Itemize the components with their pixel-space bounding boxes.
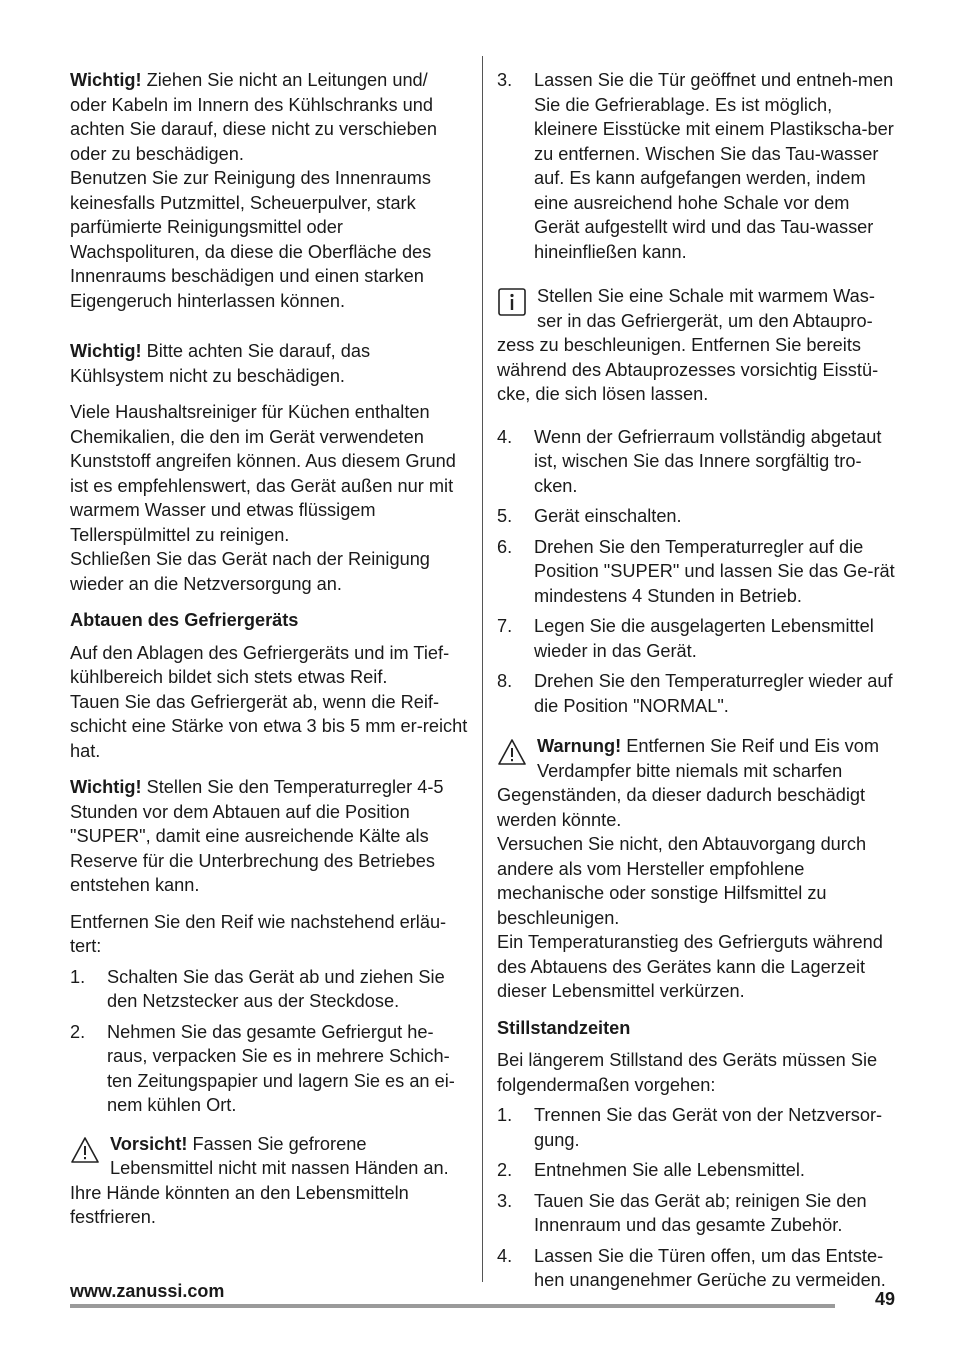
important-text: Stellen Sie den Temperaturregler 4-5 Stunden vor dem Abtauen auf die Position "SUPER", damit eine ausreichende Kälte als Reserve für die Unterbrechung des Betriebes entstehen kann. bbox=[70, 777, 444, 895]
list-number: 6. bbox=[497, 536, 513, 557]
important-label: Wichtig! bbox=[70, 341, 142, 361]
list-text: Drehen Sie den Temperaturregler auf die Position "SUPER" und lassen Sie das Ge-rät mindestens 4 Stunden in Betrieb. bbox=[534, 536, 895, 606]
reconnect-paragraph: Schließen Sie das Gerät nach der Reinigung wieder an die Netzversorgung an. bbox=[70, 549, 430, 594]
column-divider bbox=[482, 56, 483, 1282]
list-text: Tauen Sie das Gerät ab; reinigen Sie den Innenraum und das gesamte Zubehör. bbox=[534, 1190, 867, 1235]
list-text: Trennen Sie das Gerät von der Netzversor-gung. bbox=[534, 1105, 883, 1150]
list-item bbox=[70, 965, 468, 1014]
warning-note bbox=[497, 734, 897, 832]
list-item bbox=[497, 1189, 897, 1238]
list-text: Legen Sie die ausgelagerten Lebensmittel wieder in das Gerät. bbox=[534, 616, 874, 661]
list-item bbox=[70, 1020, 468, 1118]
warning-text-3: Ein Temperaturanstieg des Gefrierguts während des Abtauens des Gerätes kann die Lagerzeit dieser Lebensmittel verkürzen. bbox=[497, 932, 883, 1001]
list-number: 2. bbox=[70, 1021, 86, 1042]
important-label: Wichtig! bbox=[70, 777, 142, 797]
warning-label: Warnung! bbox=[537, 736, 622, 756]
list-number: 2. bbox=[497, 1160, 513, 1180]
list-text: Lassen Sie die Tür geöffnet und entneh-men Sie die Gefrierablage. Es ist möglich, kleinere Eisstücke mit einem Plastikscha-ber zu entfernen. Wischen Sie das Tau-wasser auf. Es kann aufgefangen werden, indem eine ausreichend hohe Schale vor dem Gerät aufgestellt wird und das Tau-wasser hineinfließen kann. bbox=[534, 70, 894, 262]
list-text: Schalten Sie das Gerät ab und ziehen Sie den Netzstecker aus der Steckdose. bbox=[107, 966, 445, 1011]
standstill-intro: Bei längerem Stillstand des Geräts müssen Sie folgendermaßen vorgehen: bbox=[497, 1050, 878, 1095]
important-label: Wichtig! bbox=[70, 70, 142, 90]
section-heading-standstill: Stillstandzeiten bbox=[497, 1017, 631, 1038]
info-note bbox=[497, 284, 897, 407]
page-number: 49 bbox=[874, 1289, 895, 1309]
list-text: Entnehmen Sie alle Lebensmittel. bbox=[534, 1160, 805, 1180]
warning-text bbox=[497, 734, 897, 832]
list-number: 8. bbox=[497, 671, 513, 691]
right-column bbox=[497, 68, 897, 1299]
remove-frost-intro: Entfernen Sie den Reif wie nachstehend erläu-tert: bbox=[70, 911, 447, 956]
list-number: 3. bbox=[497, 70, 513, 90]
list-item bbox=[497, 614, 897, 663]
list-number: 4. bbox=[497, 426, 513, 447]
important-note-cooling bbox=[70, 339, 468, 388]
warning-triangle-icon bbox=[70, 1135, 100, 1165]
list-text: Nehmen Sie das gesamte Gefriergut he-raus, verpacken Sie es in mehrere Schich-ten Zeitungspapier und lagern Sie es an ei-nem kühlen Ort. bbox=[107, 1021, 455, 1115]
caution-text bbox=[70, 1132, 468, 1230]
list-item bbox=[497, 1244, 897, 1293]
caution-body: Fassen Sie gefrorene Lebensmittel nicht mit nassen Händen an. Ihre Hände könnten an den Lebensmitteln festfrieren. bbox=[70, 1133, 449, 1227]
footer-rule bbox=[70, 1304, 835, 1308]
important-text: Bitte achten Sie darauf, das Kühlsystem nicht zu beschädigen. bbox=[70, 341, 371, 386]
frost-paragraph: Auf den Ablagen des Gefriergeräts und im Tief-kühlbereich bildet sich stets etwas Reif. bbox=[70, 642, 450, 687]
warning-triangle-icon bbox=[497, 737, 527, 767]
list-text: Wenn der Gefrierraum vollständig abgetaut ist, wischen Sie das Innere sorgfältig tro-cken. bbox=[534, 426, 882, 496]
important-note-super bbox=[70, 775, 468, 898]
list-item bbox=[497, 504, 897, 529]
list-number: 4. bbox=[497, 1245, 513, 1266]
list-item bbox=[497, 68, 897, 264]
list-item bbox=[497, 535, 897, 609]
list-number: 3. bbox=[497, 1190, 513, 1211]
list-item bbox=[497, 1158, 897, 1183]
left-column bbox=[70, 68, 468, 1230]
section-heading-defrost: Abtauen des Gefriergeräts bbox=[70, 610, 299, 630]
defrost-when-paragraph: Tauen Sie das Gefriergerät ab, wenn die Reif-schicht eine Stärke von etwa 3 bis 5 mm er-reicht hat. bbox=[70, 691, 468, 761]
cleaners-paragraph: Viele Haushaltsreiniger für Küchen enthalten Chemikalien, die den im Gerät verwendeten Kunststoff angreifen können. Aus diesem Grund ist es empfehlenswert, das Gerät außen nur mit warmem Wasser und etwas flüssigem Tellerspülmittel zu reinigen. bbox=[70, 402, 456, 545]
caution-label: Vorsicht! bbox=[110, 1133, 188, 1154]
caution-note bbox=[70, 1132, 468, 1230]
list-item bbox=[497, 425, 897, 499]
list-number: 1. bbox=[497, 1105, 513, 1125]
warning-body: Entfernen Sie Reif und Eis vom Verdampfer bitte niemals mit scharfen Gegenständen, da dieser dadurch beschädigt werden könnte. bbox=[497, 736, 879, 830]
list-number: 7. bbox=[497, 616, 513, 636]
important-note-cables bbox=[70, 68, 468, 166]
list-text: Lassen Sie die Türen offen, um das Entste-hen unangenehmer Gerüche zu vermeiden. bbox=[534, 1245, 886, 1290]
warning-text-2: Versuchen Sie nicht, den Abtauvorgang durch andere als vom Hersteller empfohlene mechanische oder sonstige Hilfsmittel zu beschleunigen. bbox=[497, 834, 867, 928]
list-number: 1. bbox=[70, 966, 86, 987]
list-number: 5. bbox=[497, 506, 513, 526]
list-item bbox=[497, 1103, 897, 1152]
info-text: Stellen Sie eine Schale mit warmem Was-ser in das Gefriergerät, um den Abtaupro-zess zu beschleunigen. Entfernen Sie bereits während des Abtauprozesses vorsichtig Eisstü-cke, die sich lösen lassen. bbox=[497, 286, 879, 404]
list-text: Drehen Sie den Temperaturregler wieder auf die Position "NORMAL". bbox=[534, 671, 893, 716]
list-text: Gerät einschalten. bbox=[534, 506, 682, 526]
footer-url[interactable]: www.zanussi.com bbox=[70, 1281, 225, 1301]
info-icon bbox=[497, 287, 527, 317]
important-text: Ziehen Sie nicht an Leitungen und/ oder Kabeln im Innern des Kühlschranks und achten Sie darauf, diese nicht zu verschieben oder zu beschädigen. bbox=[70, 70, 438, 164]
list-item bbox=[497, 669, 897, 718]
cleaning-advice: Benutzen Sie zur Reinigung des Innenraums keinesfalls Putzmittel, Scheuerpulver, stark parfümierte Reinigungsmittel oder Wachspolituren, da diese die Oberfläche des Innenraums beschädigen und einen starken Eigengeruch hinterlassen können. bbox=[70, 168, 432, 311]
